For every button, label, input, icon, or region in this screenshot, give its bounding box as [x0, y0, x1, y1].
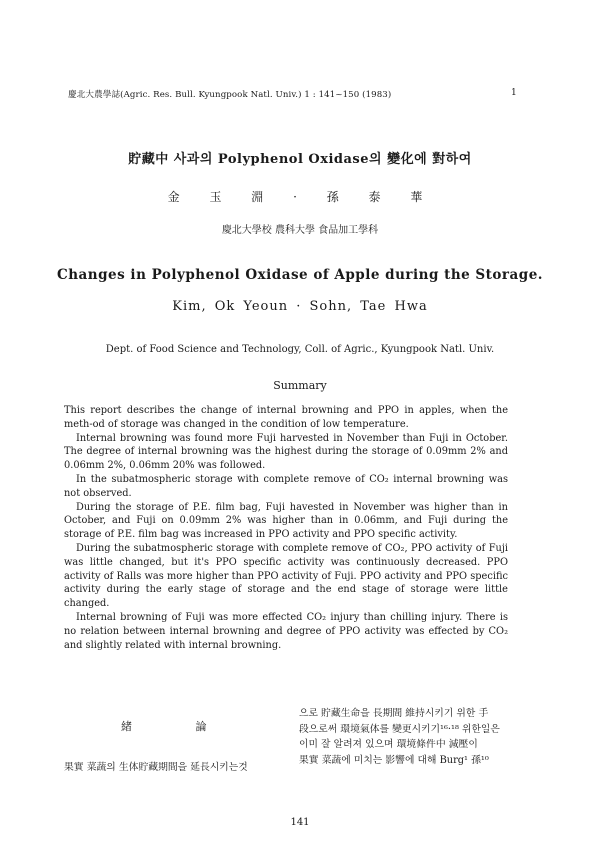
- intro-right-column: [299, 706, 509, 768]
- running-page-number: 1: [511, 88, 517, 98]
- summary-paragraph: Internal browning was found more Fuji harvested in November than Fuji in October. The degree of internal browning was the highest during the storage of 0.09mm 2% and 0.06mm 2%, 0.06mm 20% was followed.: [64, 432, 508, 472]
- korean-authors: 金 玉 淵 · 孫 泰 華: [167, 190, 433, 204]
- journal-header: 慶北大農學誌(Agric. Res. Bull. Kyungpook Natl. Univ.) 1 : 141~150 (1983): [68, 90, 392, 100]
- summary-body: [64, 404, 508, 652]
- korean-title: 貯藏中 사과의 Polyphenol Oxidase의 變化에 對하여: [128, 152, 472, 167]
- introduction-heading: 緒 論: [121, 720, 237, 733]
- summary-heading: Summary: [273, 379, 327, 392]
- intro-line: 段으로써 環境氣体를 變更시키기¹⁶·¹⁸ 위한일은: [299, 723, 500, 735]
- english-authors: Kim, Ok Yeoun · Sohn, Tae Hwa: [172, 299, 428, 314]
- intro-line: 果實 菜蔬에 미치는 影響에 대해 Burg¹ 孫¹⁰: [299, 754, 489, 766]
- korean-affiliation: 慶北大學校 農科大學 食品加工學科: [221, 225, 379, 236]
- english-affiliation: Dept. of Food Science and Technology, Coll. of Agric., Kyungpook Natl. Univ.: [105, 344, 495, 355]
- intro-left-column: 果實 菜蔬의 生体貯藏期間을 延長시키는것: [64, 762, 248, 773]
- summary-paragraph: During the subatmospheric storage with complete remove of CO₂, PPO activity of Fuji was little changed, but it's PPO specific activity was continuously decreased. PPO activity of Ralls was more higher than PPO activity of Fuji. PPO activity and PPO specific activity during the early stage of storage and the end stage of storage were little changed.: [64, 542, 508, 610]
- intro-line: 으로 貯藏生命을 長期間 維持시키기 위한 手: [299, 708, 489, 719]
- footer-page-number: 141: [290, 817, 310, 828]
- intro-line: 이미 잘 알려져 있으며 環境條件中 減壓이: [299, 739, 478, 751]
- summary-paragraph: This report describes the change of internal browning and PPO in apples, when the meth-od of storage was changed in the condition of low temperature.: [64, 405, 508, 430]
- summary-paragraph: In the subatmospheric storage with complete remove of CO₂ internal browning was not observed.: [64, 473, 508, 499]
- summary-paragraph: Internal browning of Fuji was more effected CO₂ injury than chilling injury. There is no relation between internal browning and degree of PPO activity was effected by CO₂ and slightly related with internal browning.: [64, 611, 508, 651]
- english-title: Changes in Polyphenol Oxidase of Apple during the Storage.: [56, 267, 544, 283]
- summary-paragraph: During the storage of P.E. film bag, Fuji havested in November was higher than in October, and Fuji on 0.09mm 2% was higher than in 0.06mm, and Fuji during the storage of P.E. film bag was increased in PPO activity and PPO specific activity.: [64, 501, 508, 541]
